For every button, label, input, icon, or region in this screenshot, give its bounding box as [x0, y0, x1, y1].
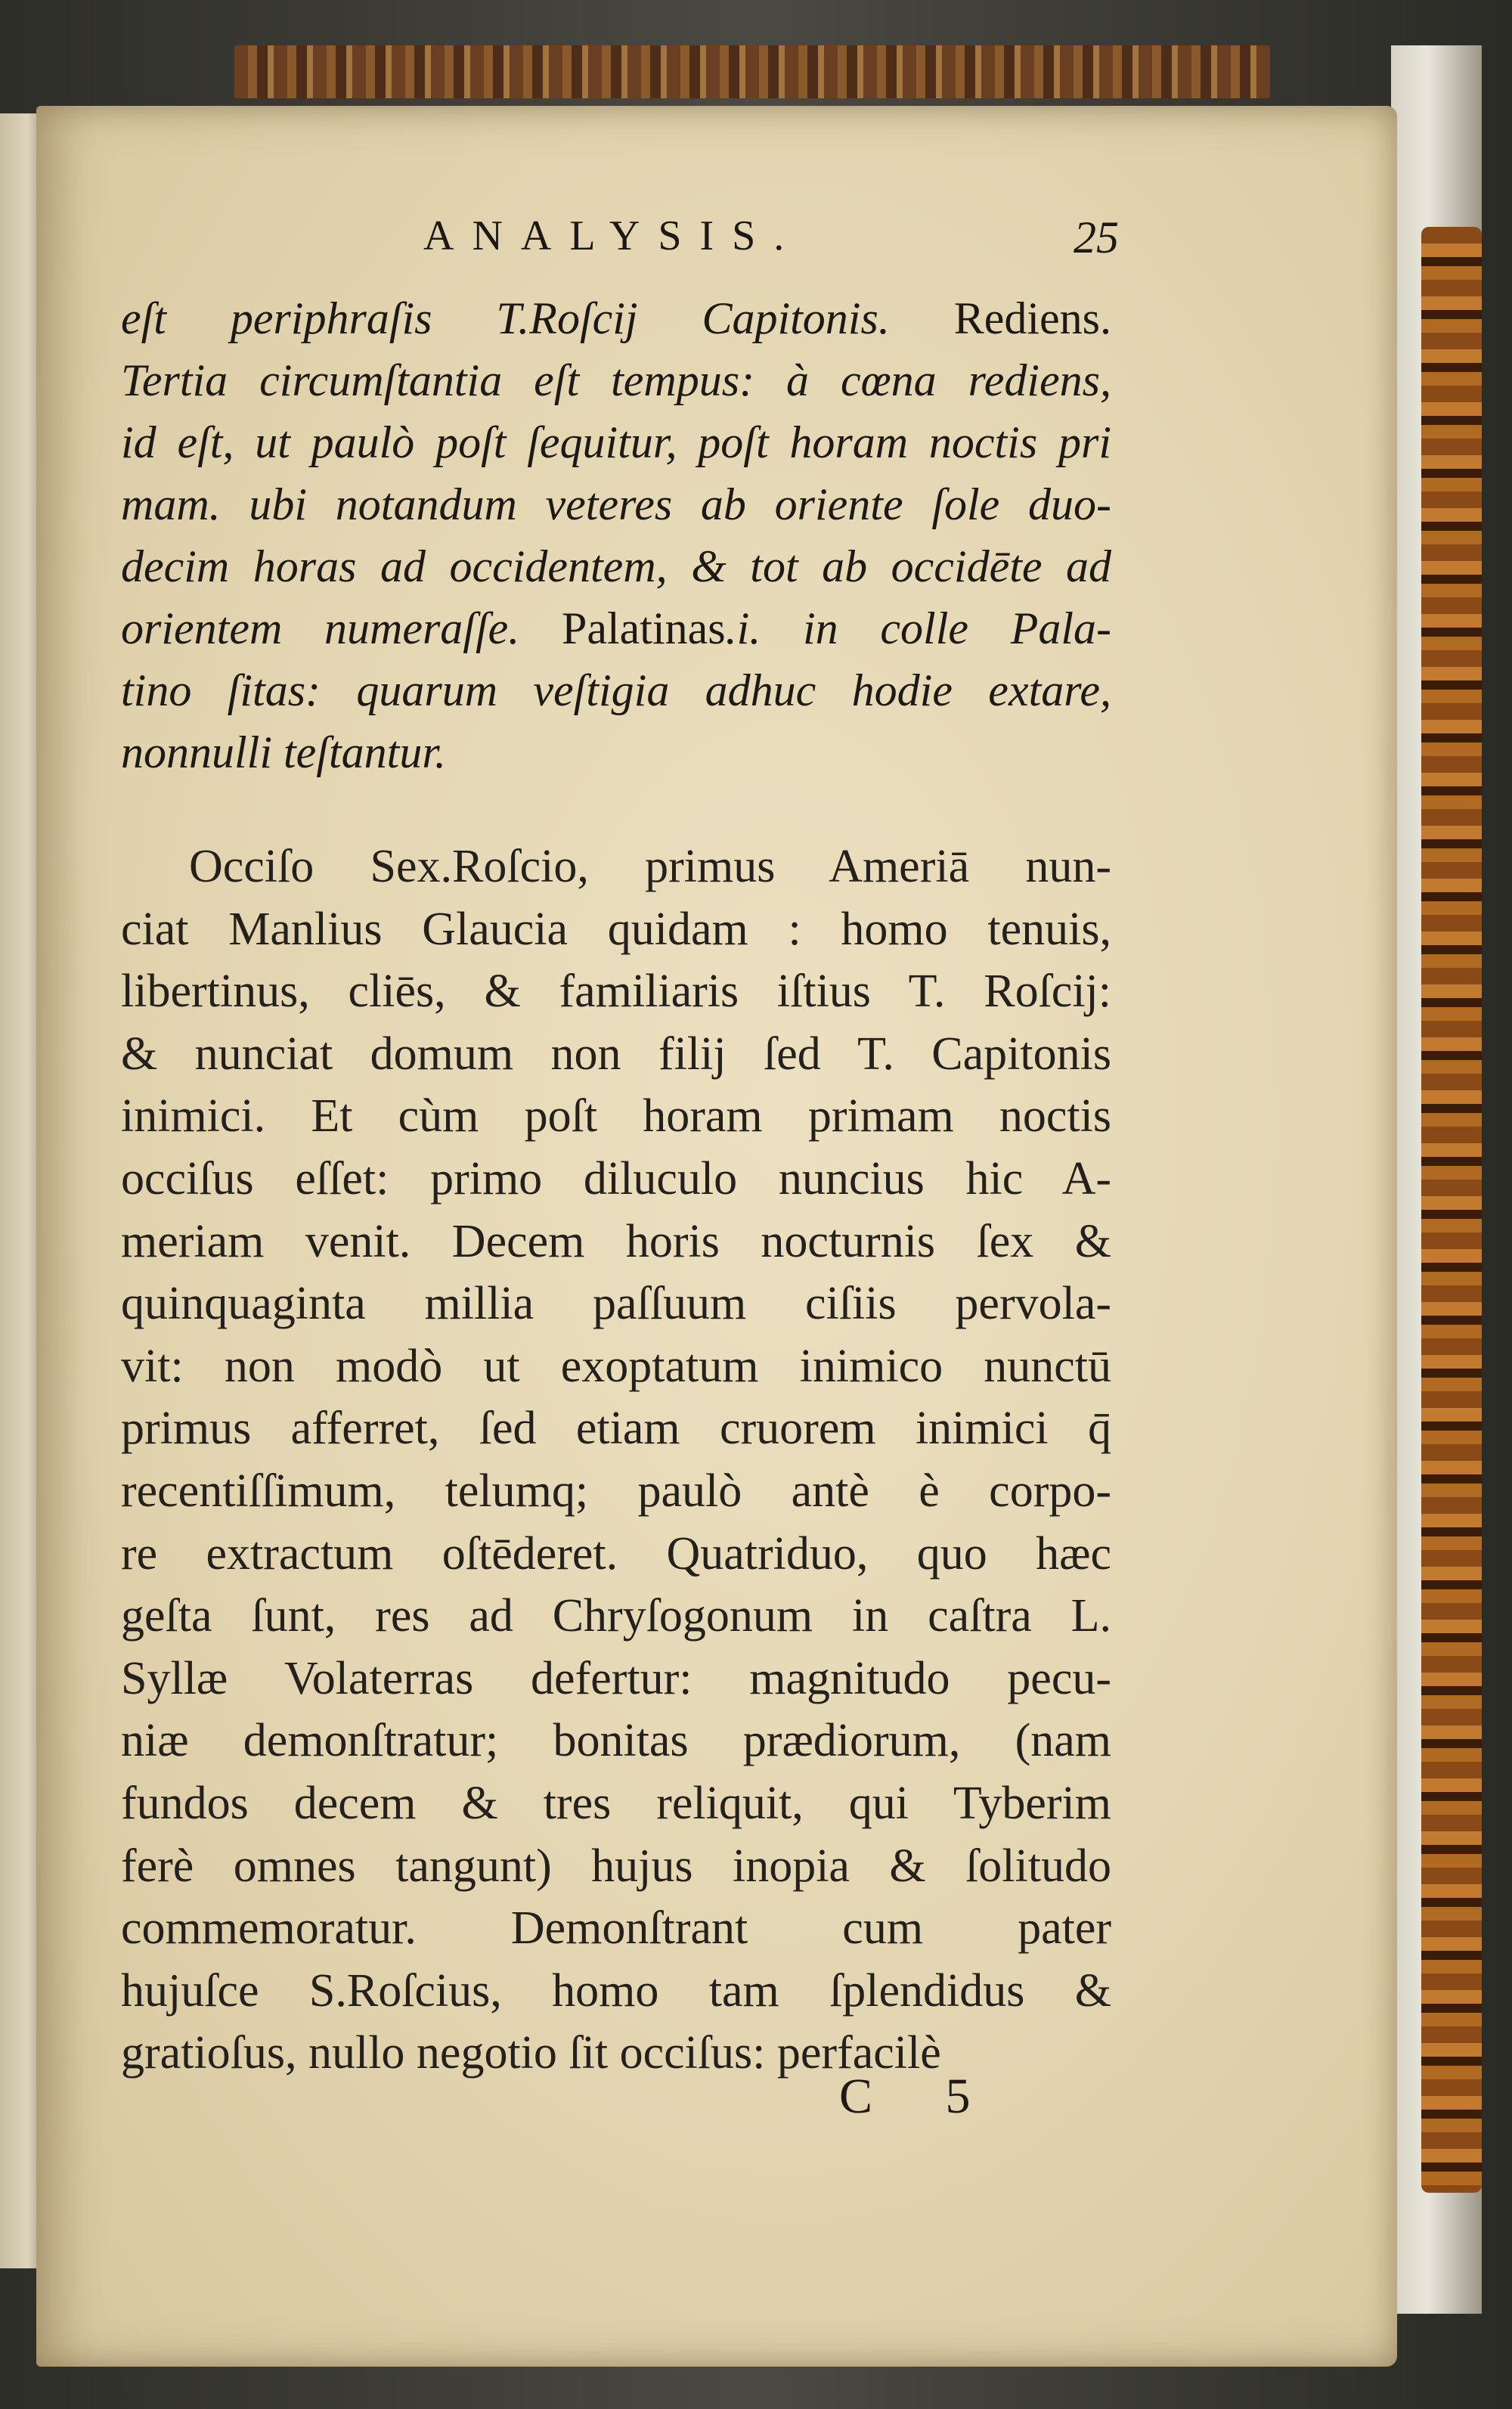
- commentary-block: [121, 287, 1111, 783]
- commentary-line: decim horas ad occidentem, & tot ab occidēte ad: [121, 541, 1111, 591]
- text-line: geſta ſunt, res ad Chryſogonum in caſtra L.: [121, 1590, 1111, 1642]
- commentary-line: eſt periphraſis T.Roſcij Capitonis. Rediens.: [121, 293, 1111, 343]
- text-line: recentiſſimum, telumq; paulò antè è corpo-: [121, 1465, 1111, 1517]
- text-line: re extractum oſtēderet. Quatriduo, quo hæc: [121, 1527, 1111, 1580]
- text-line: occiſus eſſet: primo diluculo nuncius hic A-: [121, 1152, 1111, 1204]
- text-line: meriam venit. Decem horis nocturnis ſex &: [121, 1215, 1111, 1267]
- commentary-line: Tertia circumſtantia eſt tempus: à cœna rediens,: [121, 355, 1111, 405]
- commentary-line: orientem numeraſſe. Palatinas.i. in colle Pala-: [121, 603, 1112, 653]
- running-head: ANALYSIS.: [423, 212, 803, 259]
- text-line: & nunciat domum non filij ſed T. Capitonis: [121, 1028, 1111, 1080]
- text-line: gratioſus, nullo negotio ſit occiſus: perfacilè: [121, 2027, 941, 2079]
- signature-mark: C 5: [839, 2069, 1001, 2124]
- marbled-fore-edge: [1421, 227, 1482, 2193]
- text-line: Syllæ Volaterras defertur: magnitudo pecu-: [121, 1652, 1111, 1704]
- commentary-line: id eſt, ut paulò poſt ſequitur, poſt horam noctis pri: [121, 417, 1111, 467]
- text-line: libertinus, cliēs, & familiaris iſtius T. Roſcij:: [121, 966, 1111, 1018]
- commentary-line: tino ſitas: quarum veſtigia adhuc hodie extare,: [121, 665, 1111, 715]
- text-line: inimici. Et cùm poſt horam primam noctis: [121, 1090, 1111, 1142]
- text-line: ciat Manlius Glaucia quidam : homo tenuis,: [121, 903, 1111, 955]
- commentary-line: mam. ubi notandum veteres ab oriente ſole duo-: [121, 479, 1111, 529]
- text-line: quinquaginta millia paſſuum ciſiis pervola-: [121, 1278, 1111, 1330]
- main-text-block: [121, 836, 1111, 2085]
- page-number: 25: [1074, 212, 1119, 262]
- text-line: fundos decem & tres reliquit, qui Tyberim: [121, 1777, 1111, 1829]
- page-header: [423, 212, 1119, 272]
- text-line: primus afferret, ſed etiam cruorem inimici q̄: [121, 1403, 1111, 1455]
- text-line: commemoratur. Demonſtrant cum pater: [121, 1902, 1111, 1955]
- text-line: ferè omnes tangunt) hujus inopia & ſolitudo: [121, 1840, 1111, 1892]
- text-line: niæ demonſtratur; bonitas prædiorum, (nam: [121, 1715, 1111, 1767]
- book-top-edge: [234, 45, 1270, 98]
- commentary-line: nonnulli teſtantur.: [121, 727, 447, 777]
- text-line: vit: non modò ut exoptatum inimico nunctū: [121, 1340, 1111, 1392]
- text-line: Occiſo Sex.Roſcio, primus Ameriā nun-: [189, 841, 1111, 892]
- text-line: hujuſce S.Roſcius, homo tam ſplendidus &: [121, 1964, 1111, 2017]
